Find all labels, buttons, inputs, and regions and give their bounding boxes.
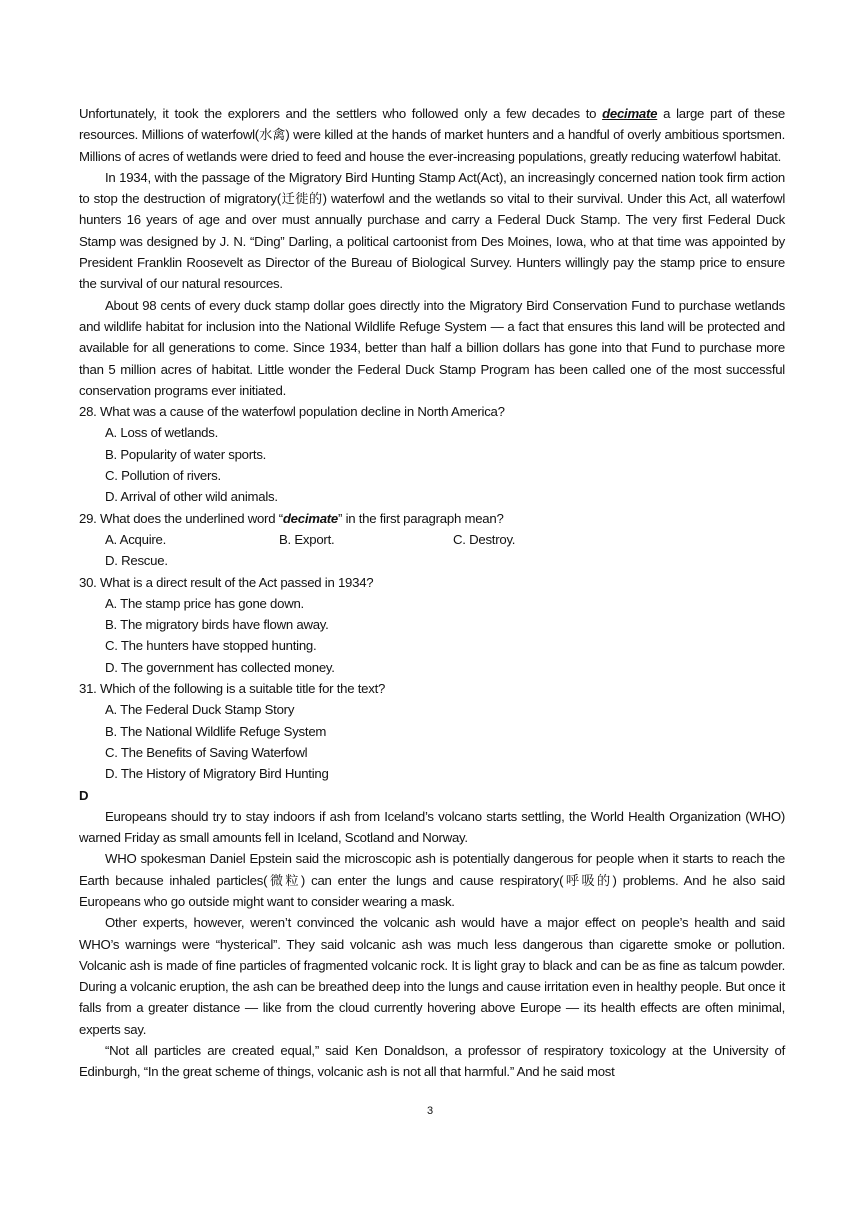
option-a: A. The stamp price has gone down.	[105, 595, 304, 611]
option-a: A. Acquire.	[105, 531, 167, 547]
option-b: B. The National Wildlife Refuge System	[105, 723, 327, 739]
passage-c-paragraph-3: About 98 cents of every duck stamp dollar goes directly into the Migratory Bird Conservation Fund to purchase wetlands and wildlife habitat for inclusion into the National Wildlife Refuge System — a fact that ensures this land will be protected and available for all generations to come. Since 1934, better than half a billion dollars has gone into that Fund to purchase more than 5 million acres of habitat. Little wonder the Federal Duck Stamp Program has been called one of the most successful conservation programs ever initiated.	[79, 297, 785, 398]
passage-d-paragraph-3: Other experts, however, weren’t convinced the volcanic ash would have a major effect on people’s health and said WHO’s warnings were “hysterical”. They said volcanic ash was much less dangerous than cigarette smoke or pollution. Volcanic ash is made of fine particles of fragmented volcanic rock. It is light gray to black and can be as fine as talcum powder. During a volcanic eruption, the ash can be breathed deep into the lungs and cause irritation even in healthy people. But once it falls from a greater distance — like from the cloud currently hovering above Europe — its health effects are often minimal, experts say.	[79, 915, 785, 1037]
option-b: B. Popularity of water sports.	[105, 446, 267, 462]
question-stem: 28. What was a cause of the waterfowl population decline in North America?	[79, 404, 505, 420]
passage-c-paragraph-2: In 1934, with the passage of the Migratory Bird Hunting Stamp Act(Act), an increasingly concerned nation took firm action to stop the destruction of migratory(迁徙的) waterfowl and the wetlands so vital to their survival. Under this Act, all waterfowl hunters 16 years of age and over must annually purchase and carry a Federal Duck Stamp. The very first Federal Duck Stamp was designed by J. N. “Ding” Darling, a political cartoonist from Des Moines, Iowa, who at that time was appointed by President Franklin Roosevelt as Director of the Bureau of Biological Survey. Hunters willingly pay the stamp price to ensure the survival of our natural resources.	[79, 169, 785, 292]
option-d: D. The government has collected money.	[105, 659, 335, 675]
question-stem: 30. What is a direct result of the Act passed in 1934?	[79, 574, 374, 590]
option-c: C. The Benefits of Saving Waterfowl	[105, 744, 308, 760]
question-keyword: decimate	[282, 510, 339, 526]
option-d: D. Rescue.	[105, 553, 168, 569]
option-d: D. The History of Migratory Bird Hunting	[105, 766, 329, 782]
passage-d-paragraph-1: Europeans should try to stay indoors if ash from Iceland’s volcano starts settling, the World Health Organization (WHO) warned Friday as small amounts fell in Iceland, Scotland and Norway.	[79, 808, 785, 846]
option-c: C. Pollution of rivers.	[105, 468, 221, 484]
option-a: A. The Federal Duck Stamp Story	[105, 702, 295, 718]
option-b: B. The migratory birds have flown away.	[105, 617, 329, 633]
passage-d-paragraph-4: “Not all particles are created equal,” said Ken Donaldson, a professor of respiratory toxicology at the University of Edinburgh, “In the great scheme of things, volcanic ash is not all that harmful.” And he said most	[79, 1043, 785, 1080]
option-d: D. Arrival of other wild animals.	[105, 489, 278, 505]
option-c: C. Destroy.	[453, 531, 516, 547]
passage-d-paragraph-2: WHO spokesman Daniel Epstein said the microscopic ash is potentially dangerous for people when it starts to reach the Earth because inhaled particles(微粒) can enter the lungs and cause respiratory(呼吸的) problems. And he also said Europeans who go outside might want to consider wearing a mask.	[79, 851, 785, 909]
passage-c-paragraph-1: Unfortunately, it took the explorers and the settlers who followed only a few decades to decimate a large part of these resources. Millions of waterfowl(水禽) were killed at the hands of market hunters and a handful of overly ambitious sportsmen. Millions of acres of wetlands were dried to feed and house the ever-increasing populations, greatly reducing waterfowl habitat.	[79, 106, 785, 164]
option-a: A. Loss of wetlands.	[105, 425, 219, 441]
question-stem: 29. What does the underlined word “decimate” in the first paragraph mean?	[79, 510, 504, 526]
question-31	[79, 678, 785, 784]
question-29	[79, 508, 785, 572]
page-number: 3	[426, 1105, 434, 1117]
section-heading: D	[79, 787, 89, 803]
document-page	[79, 103, 785, 1083]
options-row	[79, 465, 785, 508]
options-row	[79, 422, 785, 465]
option-b: B. Export.	[279, 531, 335, 547]
question-28	[79, 401, 785, 507]
question-stem: 31. Which of the following is a suitable title for the text?	[79, 681, 386, 697]
option-c: C. The hunters have stopped hunting.	[105, 638, 317, 654]
underlined-word: decimate	[602, 106, 658, 121]
options-row	[79, 529, 785, 572]
question-30	[79, 572, 785, 678]
